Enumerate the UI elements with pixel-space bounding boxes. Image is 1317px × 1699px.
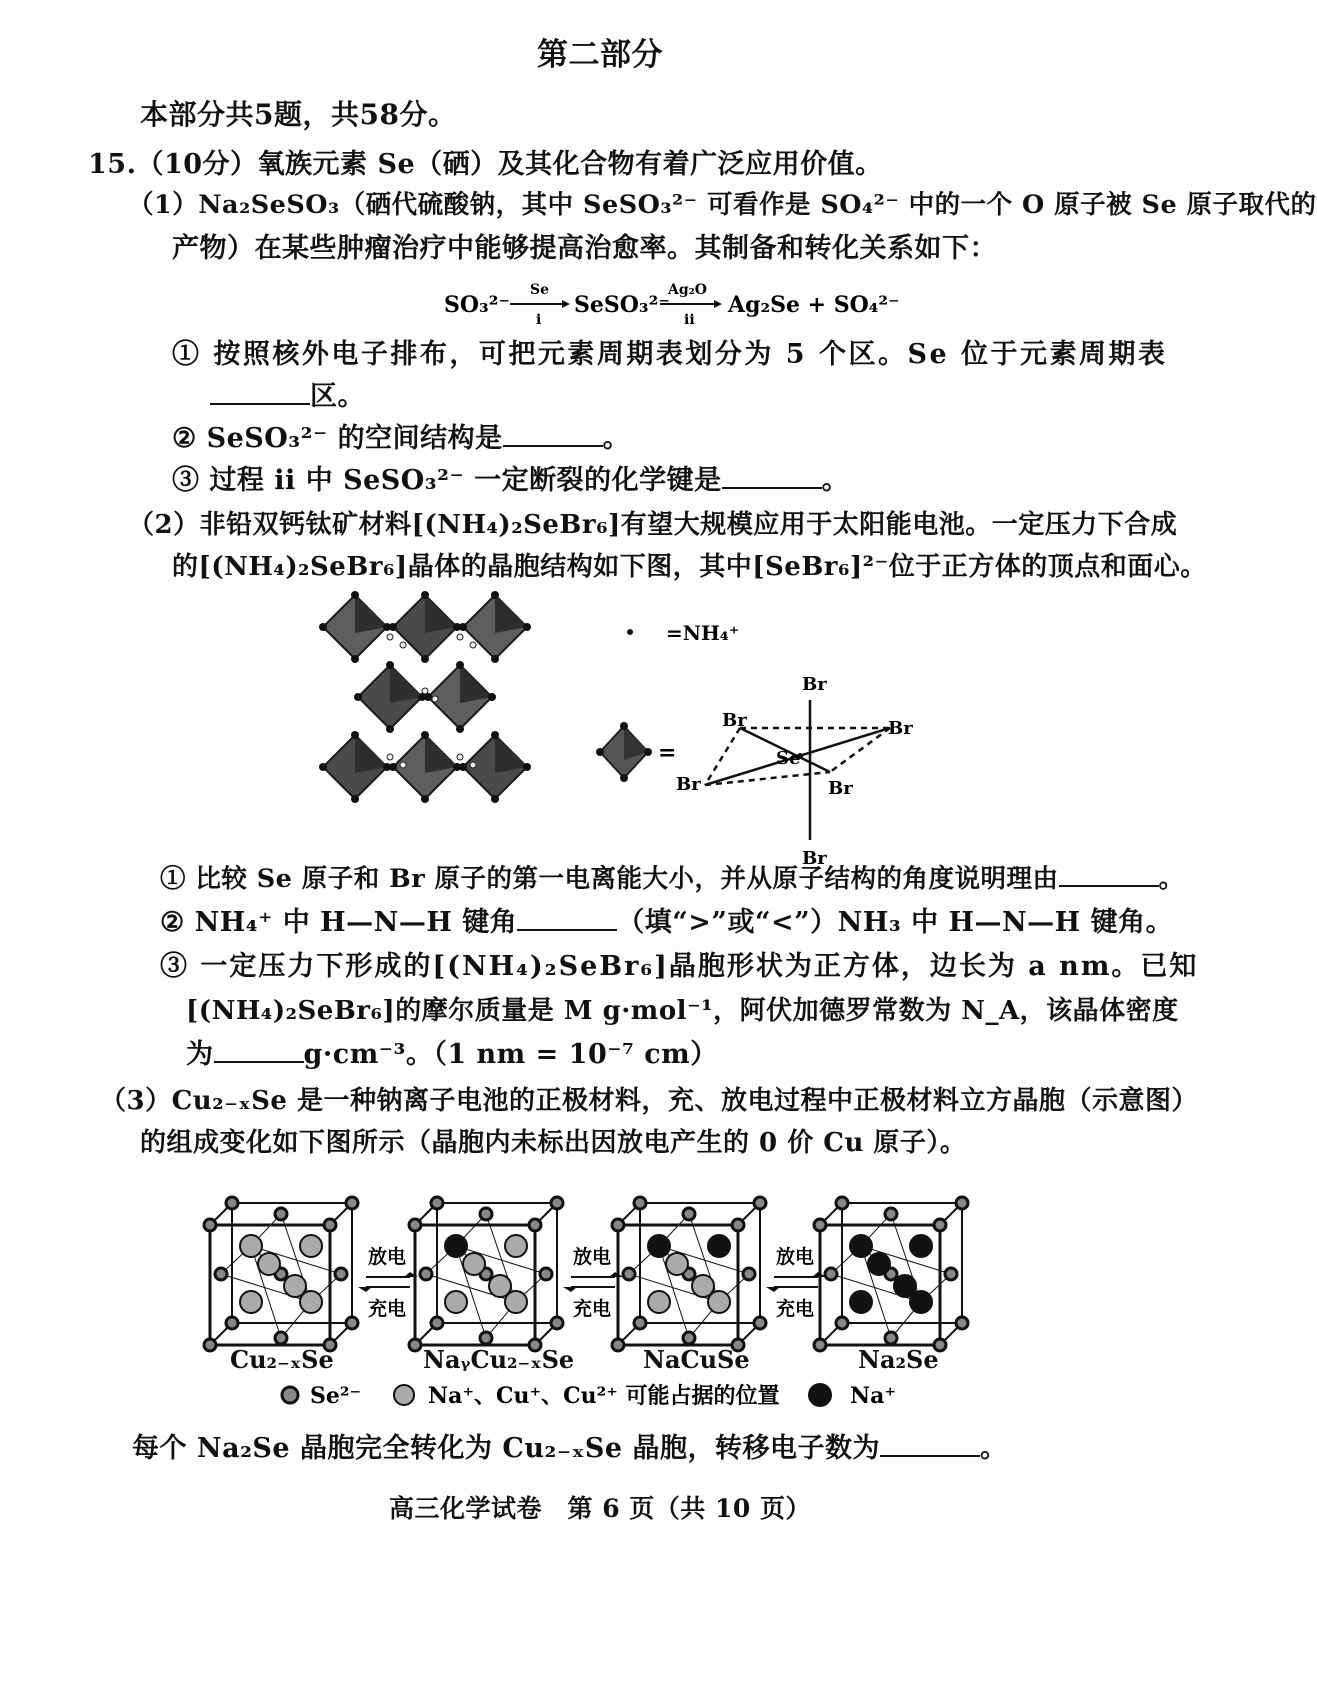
q15-3-final-end: 。 xyxy=(979,1433,1008,1464)
na-ion-icon xyxy=(808,1383,832,1407)
nh4-site xyxy=(432,696,438,702)
perovskite-crystal-figure xyxy=(325,595,525,800)
scheme-middle: SeSO₃²⁻ xyxy=(574,292,670,318)
section-note: 本部分共5题，共58分。 xyxy=(140,98,457,131)
cell-label-2: NaᵧCu₂₋ₓSe xyxy=(423,1345,575,1374)
nh4-site xyxy=(400,642,406,648)
q15-1-sub3-end: 。 xyxy=(821,465,850,496)
q15-part1-line1: （1）Na₂SeSO₃（硒代硫酸钠，其中 SeSO₃²⁻ 可看作是 SO₄²⁻ 中的一个 O 原子被 Se 原子取代的 xyxy=(128,190,1317,220)
scheme-step1: i xyxy=(536,312,542,328)
q15-1-sub2-text: ② SeSO₃²⁻ 的空间结构是 xyxy=(172,423,503,454)
charge-discharge-arrow xyxy=(766,1245,826,1320)
q15-title: 15.（10分）氧族元素 Se（硒）及其化合物有着广泛应用价值。 xyxy=(88,149,883,180)
scheme-step2: ii xyxy=(684,312,695,328)
sebr6-octahedron xyxy=(459,591,531,663)
charge-discharge-arrow xyxy=(563,1245,623,1320)
q15-2-q2 xyxy=(160,906,1173,940)
cell-label-1: Cu₂₋ₓSe xyxy=(230,1345,334,1374)
nh4-site xyxy=(400,762,406,768)
q15-2-q3-line3 xyxy=(186,1038,718,1072)
nh4-legend-label: =NH₄⁺ xyxy=(666,621,740,645)
answer-blank-4[interactable] xyxy=(1059,863,1159,887)
se-center: Se xyxy=(776,748,801,769)
nh4-site xyxy=(470,762,476,768)
q15-1-sub1-line2 xyxy=(210,380,365,414)
nh4-dot-icon xyxy=(627,629,633,635)
nh4-site xyxy=(457,634,463,640)
br-left-front: Br xyxy=(676,774,701,795)
arrow-discharge-label: 放电 xyxy=(776,1246,815,1268)
q15-2-q1-text: ① 比较 Se 原子和 Br 原子的第一电离能大小，并从原子结构的角度说明理由 xyxy=(160,864,1059,894)
page-footer: 高三化学试卷 第 6 页（共 10 页） xyxy=(388,1494,811,1523)
answer-blank-1[interactable] xyxy=(210,381,310,405)
q15-2-q1-end: 。 xyxy=(1158,864,1185,894)
unit-cells-figure xyxy=(200,1175,1000,1350)
answer-blank-3[interactable] xyxy=(722,465,822,489)
nh4-site xyxy=(470,642,476,648)
reaction-scheme xyxy=(440,272,900,344)
sebr6-octahedron-figure xyxy=(590,660,950,880)
sebr6-octahedron xyxy=(459,731,531,803)
br-bottom: Br xyxy=(802,848,827,869)
nh4-site xyxy=(422,688,428,694)
arrow-discharge-label: 放电 xyxy=(368,1246,407,1268)
sebr6-octahedron xyxy=(354,661,426,733)
se-ion-icon xyxy=(282,1387,298,1403)
q15-part2-line2: 的[(NH₄)₂SeBr₆]晶体的晶胞结构如下图，其中[SeBr₆]²⁻位于正方体的顶点和面心。 xyxy=(172,552,1207,582)
q15-1-sub2 xyxy=(172,422,630,456)
cation-site-icon xyxy=(394,1385,414,1405)
q15-2-q1 xyxy=(160,862,1185,896)
q15-part3-line1: （3）Cu₂₋ₓSe 是一种钠离子电池的正极材料，充、放电过程中正极材料立方晶胞（示意图） xyxy=(100,1086,1199,1116)
q15-part1-line2: 产物）在某些肿瘤治疗中能够提高治愈率。其制备和转化关系如下： xyxy=(172,233,997,264)
nh4-legend xyxy=(620,612,740,652)
q15-1-sub1-suffix: 区。 xyxy=(310,381,365,412)
sebr6-octahedron xyxy=(319,731,391,803)
sebr6-octahedron xyxy=(389,731,461,803)
arrow-charge-label: 充电 xyxy=(776,1298,815,1320)
answer-blank-6[interactable] xyxy=(214,1039,304,1063)
br-right-back: Br xyxy=(888,718,913,739)
br-right-front: Br xyxy=(828,778,853,799)
q15-part2-line1: （2）非铅双钙钛矿材料[(NH₄)₂SeBr₆]有望大规模应用于太阳能电池。一定压力下合成 xyxy=(128,510,1178,540)
nh4-site xyxy=(457,754,463,760)
q15-2-q3-line2: [(NH₄)₂SeBr₆]的摩尔质量是 M g·mol⁻¹，阿伏加德罗常数为 N_A，该晶体密度 xyxy=(186,996,1179,1026)
q15-1-sub3 xyxy=(172,464,849,498)
cell-label-3: NaCuSe xyxy=(643,1345,750,1374)
scheme-reagent2: Ag₂O xyxy=(668,282,707,298)
nh4-site xyxy=(387,634,393,640)
cell-label-4: Na₂Se xyxy=(858,1345,939,1374)
q15-part3-line2: 的组成变化如下图所示（晶胞内未标出因放电产生的 0 价 Cu 原子）。 xyxy=(140,1128,967,1158)
scheme-products: Ag₂Se + SO₄²⁻ xyxy=(728,292,900,318)
q15-1-sub2-end: 。 xyxy=(602,423,631,454)
legend-na: Na⁺ xyxy=(850,1383,896,1409)
sebr6-octahedron xyxy=(389,591,461,663)
br-left-back: Br xyxy=(722,710,747,731)
unit-cell xyxy=(814,1197,968,1351)
arrow-discharge-label: 放电 xyxy=(573,1246,612,1268)
q15-2-q3-suffix: g·cm⁻³。（1 nm = 10⁻⁷ cm） xyxy=(303,1039,718,1070)
legend-se: Se²⁻ xyxy=(310,1383,362,1409)
arrow-charge-label: 充电 xyxy=(573,1298,612,1320)
charge-discharge-arrow xyxy=(358,1245,418,1320)
q15-3-final-text: 每个 Na₂Se 晶胞完全转化为 Cu₂₋ₓSe 晶胞，转移电子数为 xyxy=(132,1433,880,1464)
sebr6-octahedron xyxy=(319,591,391,663)
octahedron-icon xyxy=(596,722,652,782)
q15-1-sub3-text: ③ 过程 ii 中 SeSO₃²⁻ 一定断裂的化学键是 xyxy=(172,465,722,496)
q15-2-q2-text-a: ② NH₄⁺ 中 H—N—H 键角 xyxy=(160,907,518,938)
part-heading: 第二部分 xyxy=(537,37,663,73)
q15-1-sub1-line1: ① 按照核外电子排布，可把元素周期表划分为 5 个区。Se 位于元素周期表 xyxy=(172,339,1168,370)
br-top: Br xyxy=(802,674,827,695)
q15-3-final xyxy=(132,1432,1007,1466)
octahedron-equals: = xyxy=(658,740,677,766)
q15-2-q2-text-b: （填“>”或“<”）NH₃ 中 H—N—H 键角。 xyxy=(617,907,1174,938)
unit-cell xyxy=(409,1197,563,1351)
scheme-start: SO₃²⁻ xyxy=(444,292,510,318)
answer-blank-5[interactable] xyxy=(517,907,617,931)
scheme-reagent1: Se xyxy=(530,282,550,298)
legend-sites: Na⁺、Cu⁺、Cu²⁺ 可能占据的位置 xyxy=(428,1383,780,1409)
q15-2-q3-line1: ③ 一定压力下形成的[(NH₄)₂SeBr₆]晶胞形状为正方体，边长为 a nm。已知 xyxy=(160,951,1199,982)
unit-cell xyxy=(204,1197,358,1351)
q15-2-q3-prefix: 为 xyxy=(186,1039,214,1070)
answer-blank-2[interactable] xyxy=(503,423,603,447)
cell-legend xyxy=(270,1375,930,1415)
unit-cell xyxy=(612,1197,766,1351)
arrow-charge-label: 充电 xyxy=(368,1298,407,1320)
answer-blank-7[interactable] xyxy=(880,1433,980,1457)
nh4-site xyxy=(387,754,393,760)
